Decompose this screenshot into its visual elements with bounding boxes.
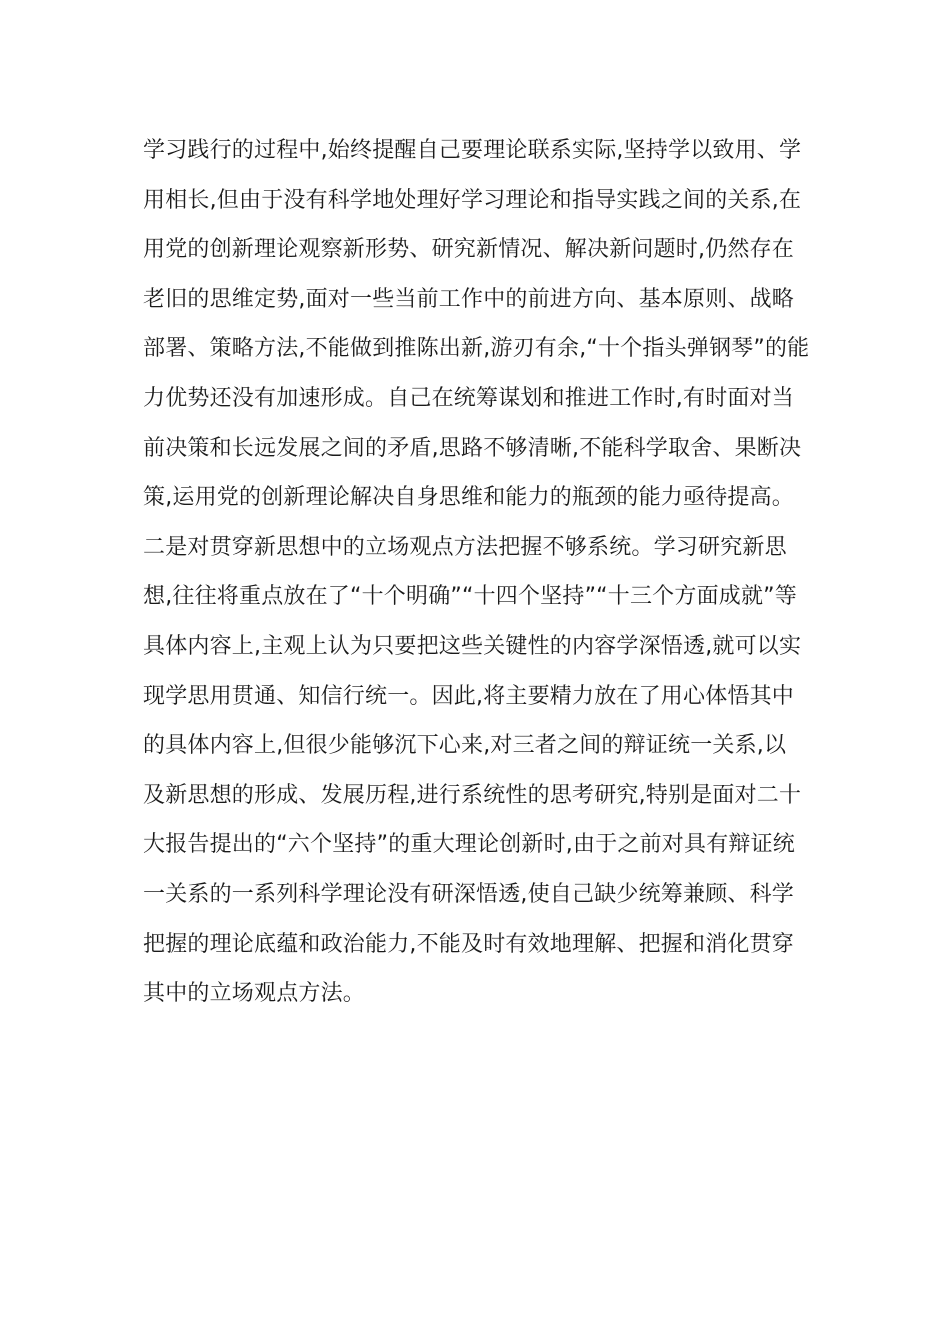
text-line: 前决策和长远发展之间的矛盾,思路不够清晰,不能科学取舍、果断决 — [143, 435, 802, 461]
text-line: 的具体内容上,但很少能够沉下心来,对三者之间的辩证统一关系,以 — [143, 733, 787, 759]
text-line: 用党的创新理论观察新形势、研究新情况、解决新问题时,仍然存在 — [143, 237, 794, 263]
text-line: 其中的立场观点方法。 — [143, 981, 366, 1007]
text-line: 想,往往将重点放在了“十个明确”“十四个坚持”“十三个方面成就”等 — [143, 584, 797, 610]
text-line: 用相长,但由于没有科学地处理好学习理论和指导实践之间的关系,在 — [143, 187, 802, 213]
text-line: 策,运用党的创新理论解决自身思维和能力的瓶颈的能力亟待提高。 — [143, 485, 794, 511]
text-line: 大报告提出的“六个坚持”的重大理论创新时,由于之前对具有辩证统 — [143, 832, 795, 858]
body-text — [143, 126, 811, 1019]
text-line: 学习践行的过程中,始终提醒自己要理论联系实际,坚持学以致用、学 — [143, 138, 802, 163]
text-line: 现学思用贯通、知信行统一。因此,将主要精力放在了用心体悟其中 — [143, 683, 794, 709]
text-line: 二是对贯穿新思想中的立场观点方法把握不够系统。学习研究新思 — [143, 534, 787, 560]
text-line: 把握的理论底蕴和政治能力,不能及时有效地理解、把握和消化贯穿 — [143, 931, 794, 957]
text-line: 具体内容上,主观上认为只要把这些关键性的内容学深悟透,就可以实 — [143, 633, 802, 659]
text-line: 部署、策略方法,不能做到推陈出新,游刃有余,“十个指头弹钢琴”的能 — [143, 336, 810, 362]
text-line: 力优势还没有加速形成。自己在统筹谋划和推进工作时,有时面对当 — [143, 385, 794, 411]
text-line: 老旧的思维定势,面对一些当前工作中的前进方向、基本原则、战略 — [143, 286, 794, 312]
text-line: 一关系的一系列科学理论没有研深悟透,使自己缺少统筹兼顾、科学 — [143, 881, 794, 907]
text-line: 及新思想的形成、发展历程,进行系统性的思考研究,特别是面对二十 — [143, 782, 802, 808]
